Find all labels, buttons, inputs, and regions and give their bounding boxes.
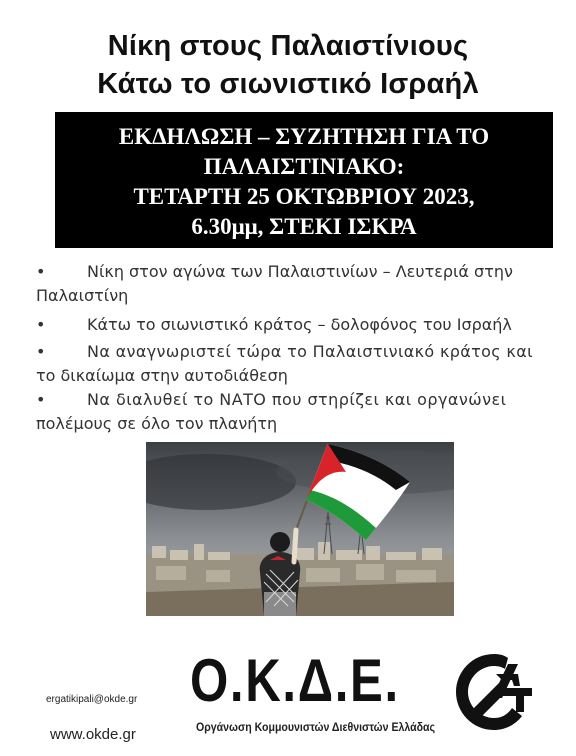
banner-line-1: ΕΚΔΗΛΩΣΗ – ΣΥΖΗΤΗΣΗ ΓΙΑ ΤΟ <box>118 124 490 149</box>
list-item-text-cont: πολέμους σε όλο τον πλανήτη <box>36 414 278 433</box>
hammer-sickle-4-icon <box>448 646 540 738</box>
list-item-text-cont: το δικαίωμα στην αυτοδιάθεση <box>36 366 288 385</box>
list-item-text: Νίκη στον αγώνα των Παλαιστινίων – Λευτεριά στην <box>87 262 513 281</box>
list-item-text: Να αναγνωριστεί τώρα το Παλαιστινιακό κράτος και <box>87 342 533 361</box>
website-link[interactable]: www.okde.gr <box>50 726 136 743</box>
bullet-marker: • <box>36 315 46 334</box>
bullet-marker: • <box>36 390 46 409</box>
headline-line-1: Νίκη στους Παλαιστίνιους <box>107 30 469 62</box>
bullet-marker: • <box>36 342 46 361</box>
list-item-text: Να διαλυθεί το ΝΑΤΟ που στηρίζει και οργανώνει <box>87 390 507 409</box>
event-banner <box>55 112 553 248</box>
banner-line-4: 6.30μμ, ΣΤΕΚΙ ΙΣΚΡΑ <box>191 214 417 239</box>
banner-line-3: ΤΕΤΑΡΤΗ 25 ΟΚΤΩΒΡΙΟΥ 2023, <box>133 184 475 209</box>
protest-photo <box>146 442 454 616</box>
contact-email[interactable]: ergatikipali@okde.gr <box>46 694 138 705</box>
list-item-text-cont: Παλαιστίνη <box>36 286 129 305</box>
headline-line-2: Κάτω το σιωνιστικό Ισραήλ <box>97 68 479 100</box>
organization-name: Οργάνωση Κομμουνιστών Διεθνιστών Ελλάδας <box>196 722 436 734</box>
flag-photo-illustration <box>146 442 454 616</box>
banner-line-2: ΠΑΛΑΙΣΤΙΝΙΑΚΟ: <box>203 154 405 179</box>
okde-logo-text: Ο.Κ.Δ.Ε. <box>190 647 400 714</box>
bullet-marker: • <box>36 262 46 281</box>
list-item-text: Κάτω το σιωνιστικό κράτος – δολοφόνος του Ισραήλ <box>87 315 512 334</box>
